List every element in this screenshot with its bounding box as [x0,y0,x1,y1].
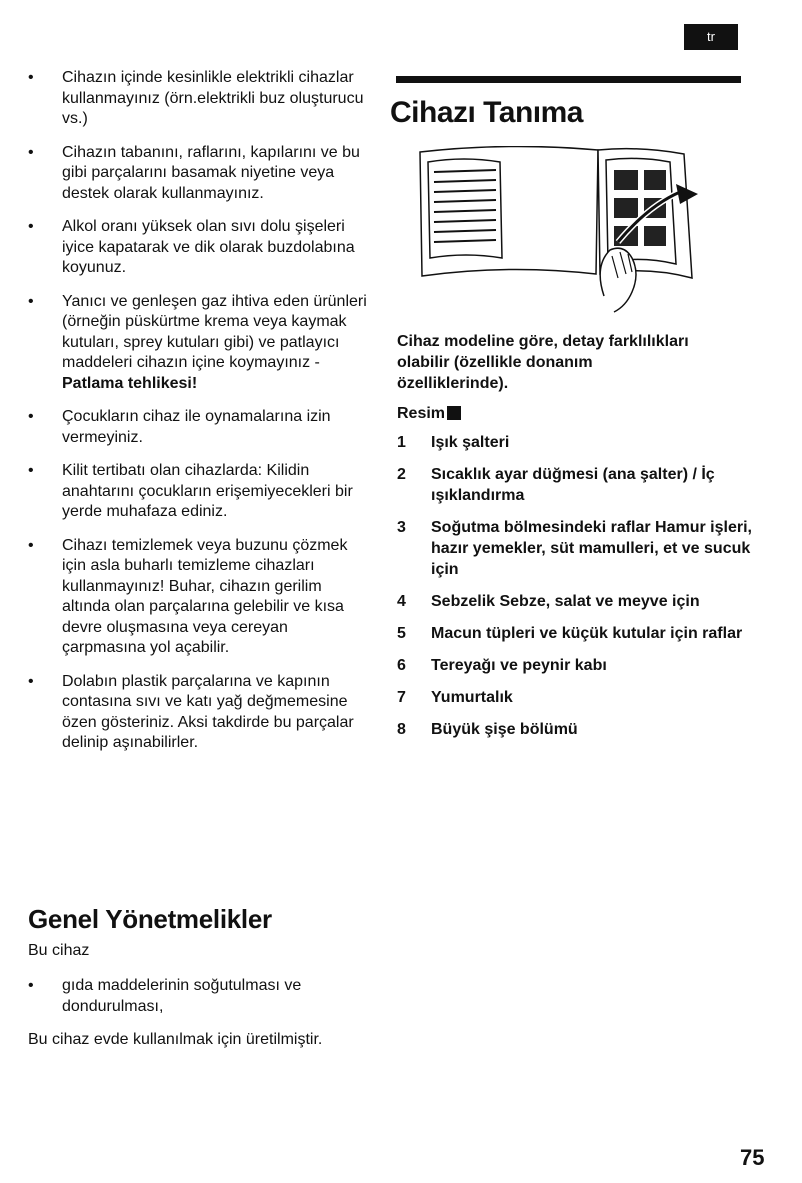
part-item: 3 Soğutma bölmesindeki raflar Hamur işleri, hazır yemekler, süt mamulleri, et ve sucuk için [397,519,752,578]
part-item: 8 Büyük şişe bölümü [397,721,578,738]
safety-bullet-4: • Yanıcı ve genleşen gaz ihtiva eden ürünleri (örneğin püskürtme krema veya kaymak kutuları, sprey kutuları gibi) ve patlayıcı maddeleri cihazın içine koymayınız - Patlama tehlikesi! [28,292,368,395]
safety-bullet-2: • Cihazın tabanını, raflarını, kapılarını ve bu gibi parçalarını basamak niyetine veya destek olarak kullanmayınız. [28,143,368,205]
part-item: 4 Sebzelik Sebze, salat ve meyve için [397,593,700,610]
page-number: 75 [740,1145,765,1170]
general-regulations-heading: Genel Yönetmelikler [28,904,272,934]
explosion-warning: Patlama tehlikesi! [62,374,198,392]
part-item: 1 Işık şalteri [397,434,510,451]
part-item: 6 Tereyağı ve peynir kabı [397,657,607,674]
general-bullet: • gıda maddelerinin soğutulması ve dondurulması, [28,976,358,1017]
safety-bullet-3: • Alkol oranı yüksek olan sıvı dolu şişeleri iyice kapatarak ve dik olarak buzdolabına koyunuz. [28,217,368,279]
safety-bullet-6: • Kilit tertibatı olan cihazlarda: Kilidin anahtarını çocukların erişemiyecekleri bir yerde muhafaza ediniz. [28,461,368,523]
safety-bullet-5: • Çocukların cihaz ile oynamalarına izin vermeyiniz. [28,407,368,448]
general-outro-text: Bu cihaz evde kullanılmak için üretilmiştir. [28,1031,323,1048]
safety-bullet-8: • Dolabın plastik parçalarına ve kapının contasına sıvı ve katı yağ değmemesine özen gösteriniz. Aksi takdirde bu parçalar delinip aşınabilirler. [28,672,368,754]
figure-label: Resim [397,405,461,423]
safety-bullet-1: • Cihazın içinde kesinlikle elektrikli cihazlar kullanmayınız (örn.elektrikli buz oluşturucu vs.) [28,68,368,130]
safety-bullet-7: • Cihazı temizlemek veya buzunu çözmek için asla buharlı temizleme cihazları kullanmayınız! Buhar, cihazın gerilim altında olan parçalarına gelebilir ve kısa devre oluşmasına veya cereyan çarpmasına yol açabilir. [28,536,368,659]
section-rule [396,76,741,83]
fridge-illustration [418,146,702,316]
parts-list [397,432,757,751]
page-title: Cihazı Tanıma [390,96,583,129]
left-column [28,68,368,767]
part-item: 2 Sıcaklık ayar düğmesi (ana şalter) / İç ışıklandırma [397,466,715,504]
language-badge: tr [684,24,738,50]
figure-marker-icon [447,406,461,420]
part-item: 7 Yumurtalık [397,689,513,706]
part-item: 5 Macun tüpleri ve küçük kutular için raflar [397,625,743,642]
safety-bullet-list [28,68,368,754]
general-intro-text: Bu cihaz [28,942,90,959]
model-variation-note: Cihaz modeline göre, detay farklılıkları olabilir (özellikle donanım özelliklerinde). [397,333,689,392]
